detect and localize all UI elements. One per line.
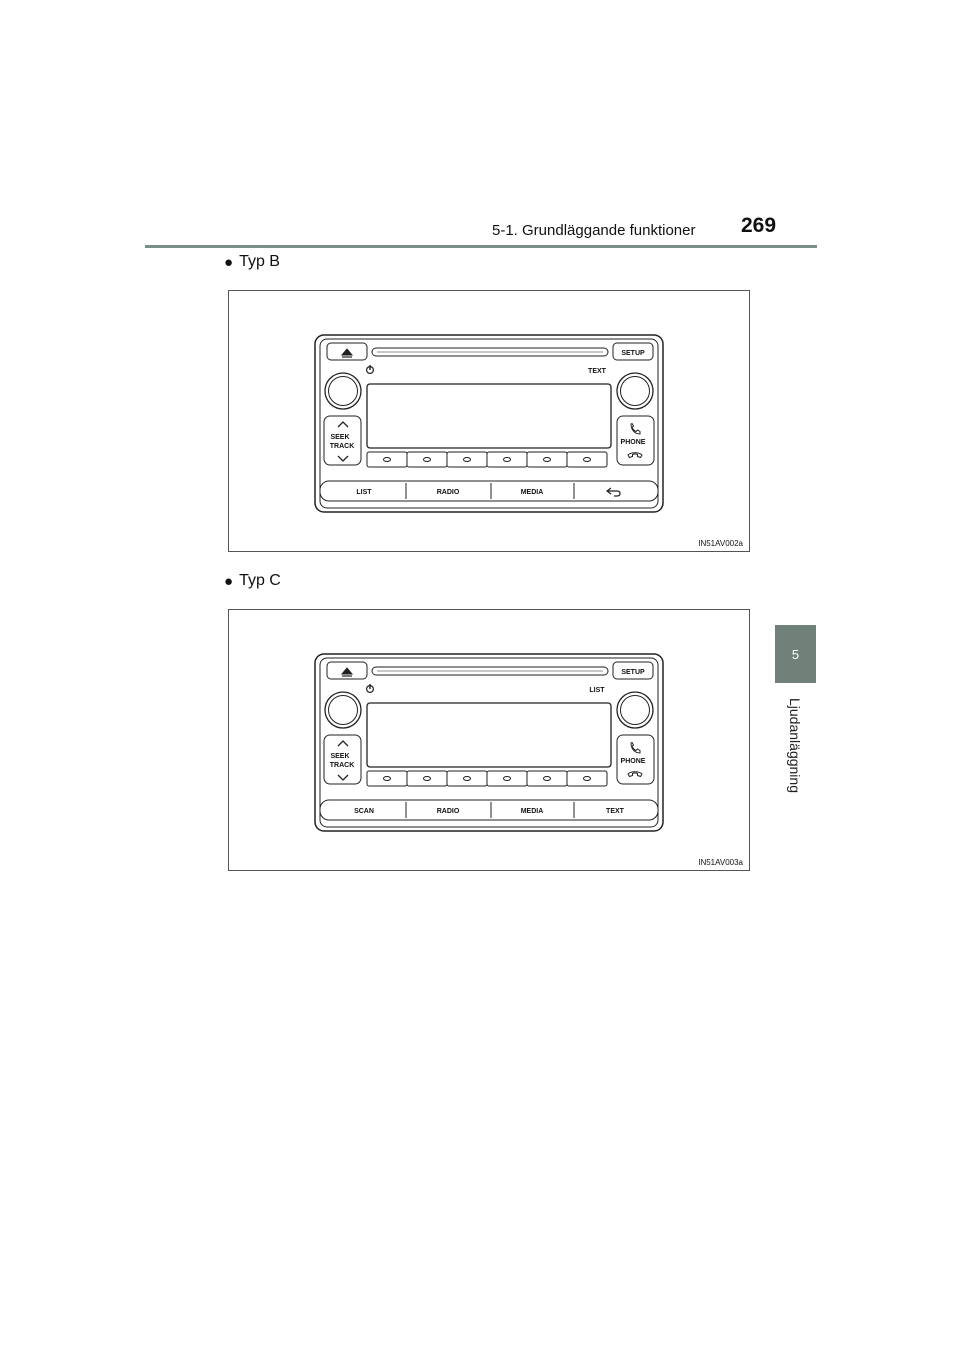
- seek-down-chevron-icon: [338, 456, 348, 461]
- phone-hangup-icon: [628, 453, 642, 458]
- chapter-tab-number: 5: [775, 625, 816, 683]
- preset-button-4[interactable]: [487, 452, 527, 467]
- phone-label: PHONE: [620, 439, 646, 446]
- seek-up-chevron-icon: [338, 741, 348, 746]
- tune-knob[interactable]: [617, 692, 653, 728]
- power-icon: [367, 684, 374, 692]
- top-right-label: LIST: [589, 687, 605, 694]
- figure-code: IN51AV002a: [698, 539, 743, 548]
- variant-heading-text: Typ C: [239, 572, 281, 589]
- preset-button-2[interactable]: [407, 452, 447, 467]
- bottom-button-2-label: RADIO: [436, 489, 460, 496]
- figure-code: IN51AV003a: [698, 858, 743, 867]
- bullet-icon: ●: [224, 572, 234, 590]
- track-label: TRACK: [329, 443, 355, 450]
- phone-pickup-icon: [631, 743, 640, 754]
- radio-inner-bezel: [320, 339, 658, 508]
- track-label: TRACK: [329, 762, 355, 769]
- eject-icon: [342, 668, 352, 676]
- top-right-label: TEXT: [588, 368, 606, 375]
- figure-radio-type-c: [228, 609, 750, 871]
- radio-display: [367, 703, 611, 767]
- variant-heading-b: [224, 253, 280, 271]
- radio-inner-bezel: [320, 658, 658, 827]
- bottom-button-1-label: LIST: [356, 489, 372, 496]
- bullet-icon: ●: [224, 253, 234, 271]
- chapter-tab-label-text: Ljudanläggning: [787, 697, 803, 793]
- radio-display: [367, 384, 611, 448]
- variant-heading-text: Typ B: [239, 253, 280, 270]
- bottom-button-2-label: RADIO: [436, 808, 460, 815]
- power-icon: [367, 365, 374, 373]
- preset-button-1[interactable]: [367, 452, 407, 467]
- phone-hangup-icon: [628, 772, 642, 777]
- figure-radio-type-b: [228, 290, 750, 552]
- radio-illustration-c: [229, 610, 749, 870]
- preset-button-5[interactable]: [527, 452, 567, 467]
- seek-label: SEEK: [330, 753, 350, 760]
- variant-heading-c: [224, 572, 281, 590]
- preset-button-4[interactable]: [487, 771, 527, 786]
- preset-buttons: [367, 452, 607, 467]
- radio-illustration-b: [229, 291, 749, 551]
- section-title: 5-1. Grundläggande funktioner: [492, 222, 696, 239]
- bottom-button-3-label: MEDIA: [520, 489, 544, 496]
- setup-label: SETUP: [621, 350, 645, 357]
- preset-buttons: [367, 771, 607, 786]
- preset-button-2[interactable]: [407, 771, 447, 786]
- preset-button-3[interactable]: [447, 771, 487, 786]
- volume-knob[interactable]: [325, 692, 361, 728]
- seek-label: SEEK: [330, 434, 350, 441]
- volume-knob[interactable]: [325, 373, 361, 409]
- preset-button-6[interactable]: [567, 771, 607, 786]
- preset-button-1[interactable]: [367, 771, 407, 786]
- page-number: 269: [741, 214, 777, 237]
- seek-down-chevron-icon: [338, 775, 348, 780]
- tune-knob[interactable]: [617, 373, 653, 409]
- setup-label: SETUP: [621, 669, 645, 676]
- preset-button-3[interactable]: [447, 452, 487, 467]
- header-divider: [145, 245, 817, 248]
- seek-up-chevron-icon: [338, 422, 348, 427]
- bottom-button-3-label: MEDIA: [520, 808, 544, 815]
- chapter-tab-label: [770, 690, 820, 800]
- preset-button-6[interactable]: [567, 452, 607, 467]
- back-arrow-icon: [607, 488, 620, 496]
- bottom-button-4-label: TEXT: [606, 808, 624, 815]
- eject-icon: [342, 349, 352, 357]
- phone-label: PHONE: [620, 758, 646, 765]
- bottom-button-1-label: SCAN: [354, 808, 374, 815]
- preset-button-5[interactable]: [527, 771, 567, 786]
- phone-pickup-icon: [631, 424, 640, 435]
